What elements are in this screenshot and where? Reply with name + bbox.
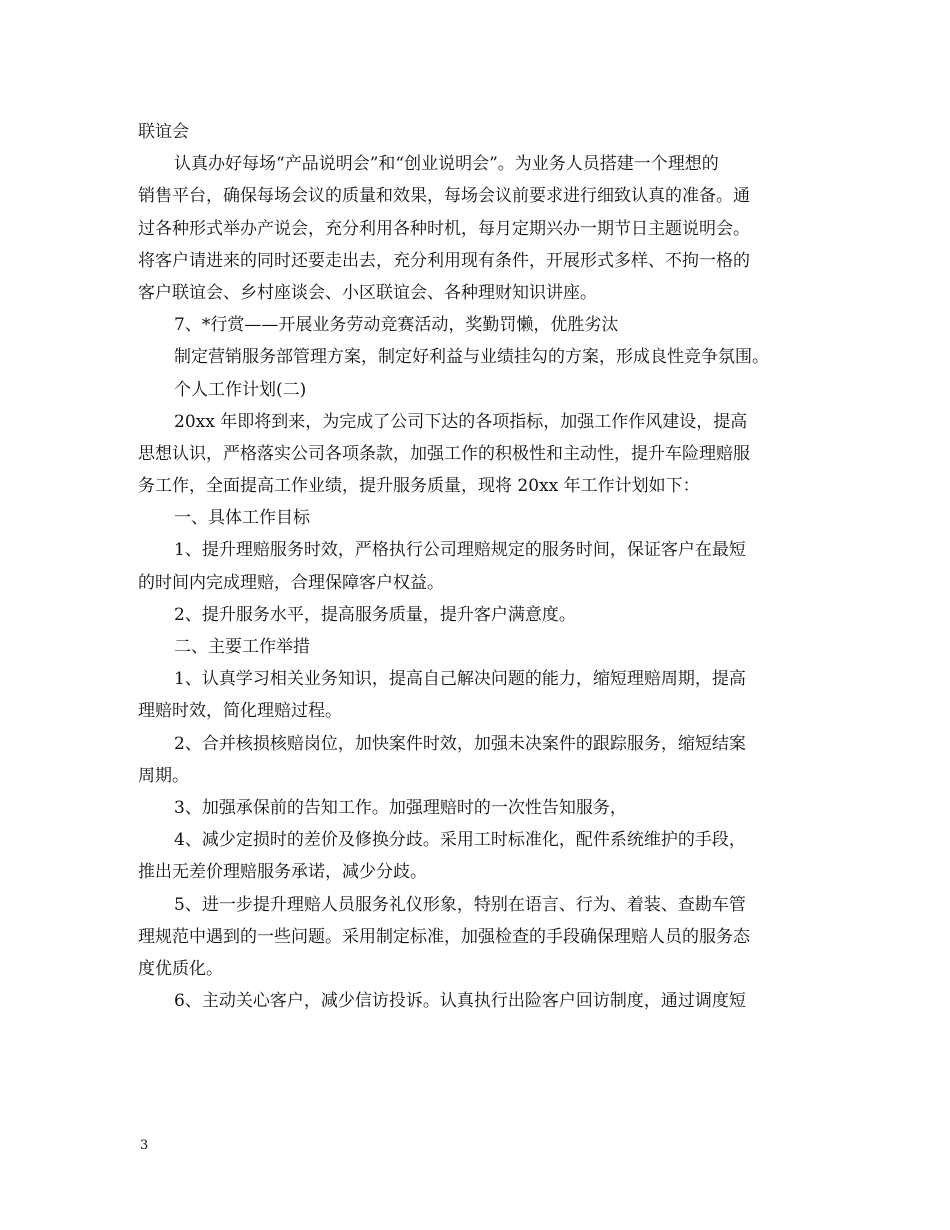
text-line: 的时间内完成理赔，合理保障客户权益。 xyxy=(138,572,444,593)
text-line: 将客户请进来的同时还要走出去，充分利用现有条件，开展形式多样、不拘一格的 xyxy=(138,250,750,271)
text-line: 2、提升服务水平，提高服务质量，提升客户满意度。 xyxy=(174,604,576,625)
text-line: 一、具体工作目标 xyxy=(174,508,310,529)
text-line: 二、主要工作举措 xyxy=(174,637,310,657)
text-line: 度优质化。 xyxy=(138,958,223,979)
text-line: 1、提升理赔服务时效，严格执行公司理赔规定的服务时间，保证客户在最短 xyxy=(174,540,746,561)
text-line: 2、合并核损核赔岗位，加快案件时效，加强未决案件的跟踪服务，缩短结案 xyxy=(174,733,746,754)
text-line: 过各种形式举办产说会，充分利用各种时机，每月定期兴办一期节日主题说明会。 xyxy=(138,218,750,239)
text-line: 客户联谊会、乡村座谈会、小区联谊会、各种理财知识讲座。 xyxy=(138,282,597,303)
text-line: 个人工作计划(二) xyxy=(174,379,307,400)
text-line: 5、进一步提升理赔人员服务礼仪形象，特别在语言、行为、着装、查勘车管 xyxy=(174,894,746,915)
text-line: 7、*行赏——开展业务劳动竞赛活动，奖勤罚懒，优胜劣汰 xyxy=(174,315,619,336)
text-line: 制定营销服务部管理方案，制定好利益与业绩挂勾的方案，形成良性竞争氛围。 xyxy=(174,347,769,368)
text-line: 周期。 xyxy=(138,765,189,786)
document-body xyxy=(138,116,828,1017)
text-line: 6、主动关心客户，减少信访投诉。认真执行出险客户回访制度，通过调度短 xyxy=(174,991,746,1012)
text-line: 认真办好每场“产品说明会”和“创业说明会”。为业务人员搭建一个理想的 xyxy=(174,154,719,175)
text-line: 思想认识，严格落实公司各项条款，加强工作的积极性和主动性，提升车险理赔服 xyxy=(138,443,750,464)
page-number: 3 xyxy=(140,1138,149,1153)
text-line: 1、认真学习相关业务知识，提高自己解决问题的能力，缩短理赔周期，提高 xyxy=(174,669,746,690)
text-line: 理规范中遇到的一些问题。采用制定标准，加强检查的手段确保理赔人员的服务态 xyxy=(138,926,750,947)
text-line: 20xx 年即将到来，为完成了公司下达的各项指标，加强工作作风建设，提高 xyxy=(174,411,748,432)
text-line: 4、减少定损时的差价及修换分歧。采用工时标准化，配件系统维护的手段， xyxy=(174,830,746,851)
text-line: 销售平台，确保每场会议的质量和效果，每场会议前要求进行细致认真的准备。通 xyxy=(138,186,750,207)
text-line: 3、加强承保前的告知工作。加强理赔时的一次性告知服务， xyxy=(174,797,627,818)
text-line: 理赔时效，简化理赔过程。 xyxy=(138,701,342,722)
text-line: 联谊会 xyxy=(138,122,189,142)
text-line: 推出无差价理赔服务承诺，减少分歧。 xyxy=(138,862,427,883)
text-line: 务工作，全面提高工作业绩，提升服务质量，现将 20xx 年工作计划如下： xyxy=(138,476,700,497)
